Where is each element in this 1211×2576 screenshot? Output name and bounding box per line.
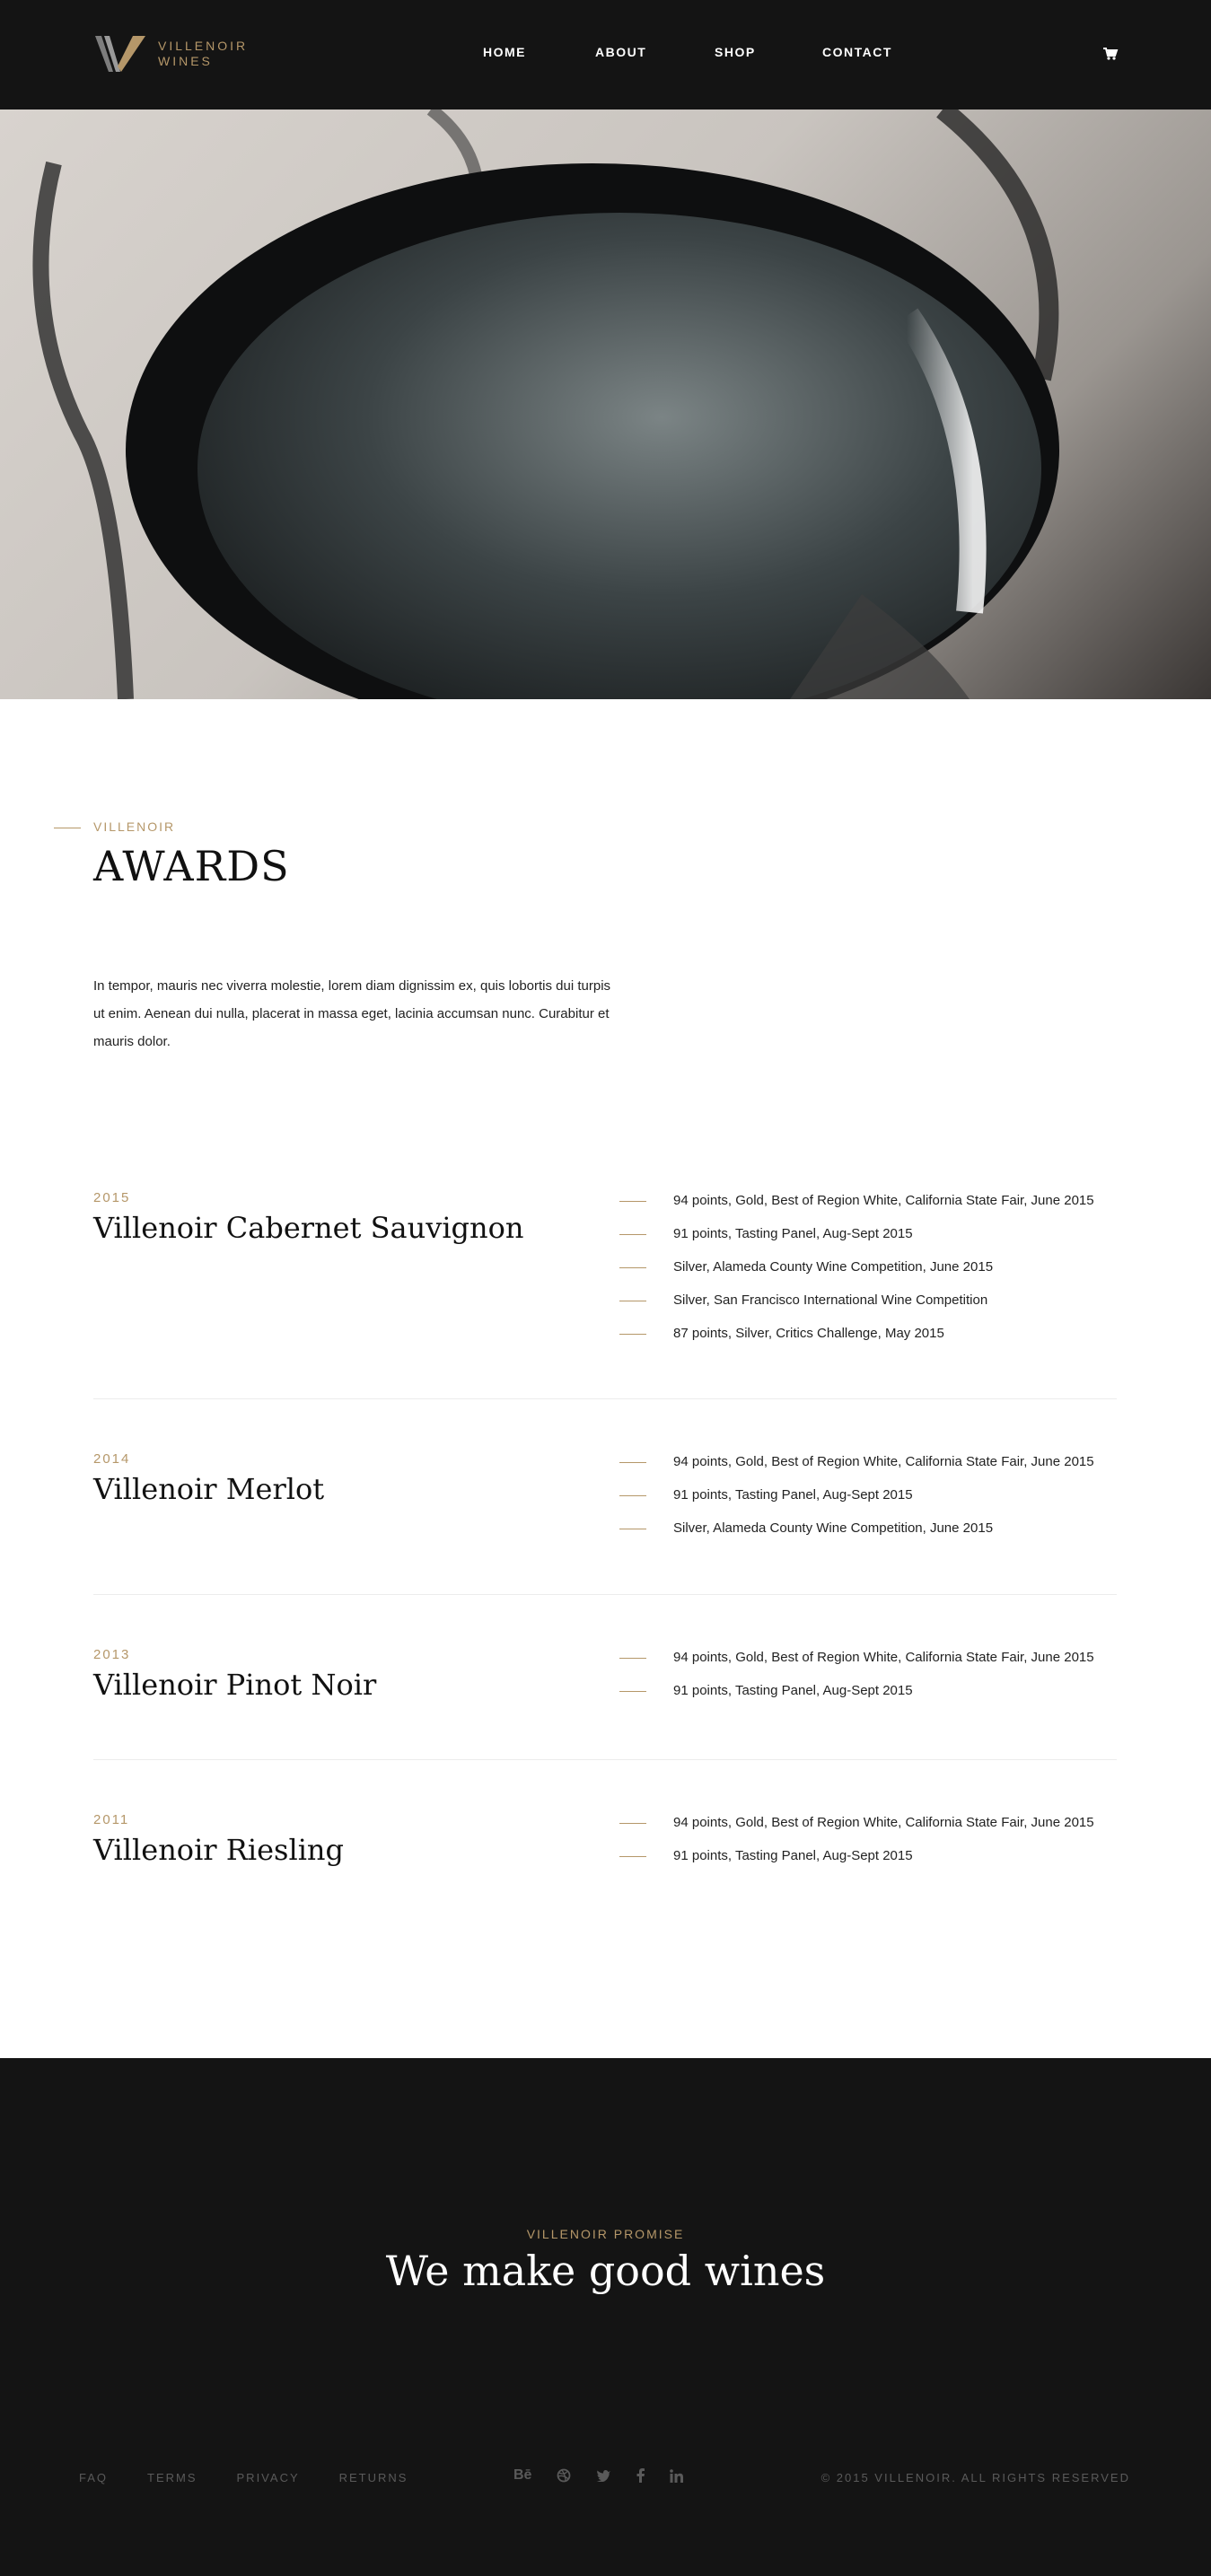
wine-name: Villenoir Merlot [93, 1472, 325, 1506]
award-list [619, 1806, 1140, 1872]
wine-year: 2013 [93, 1647, 131, 1662]
behance-icon[interactable]: Bē [513, 2467, 532, 2483]
award-list [619, 1184, 1140, 1350]
wine-year: 2015 [93, 1190, 131, 1205]
award-list [619, 1445, 1140, 1545]
wine-name: Villenoir Riesling [93, 1833, 345, 1867]
footer-link-returns[interactable]: RETURNS [338, 2471, 408, 2484]
wine-divider [93, 1759, 1117, 1760]
awards-eyebrow: VILLENOIR [93, 819, 176, 834]
cart-icon[interactable] [1102, 47, 1119, 61]
wine-year: 2011 [93, 1812, 130, 1827]
wine-row [93, 1647, 1117, 1702]
main-nav [0, 45, 1211, 65]
nav-shop[interactable]: SHOP [715, 45, 756, 59]
footer-links [79, 2471, 447, 2484]
twitter-icon[interactable] [596, 2469, 611, 2482]
awards-intro: In tempor, mauris nec viverra molestie, lorem diam dignissim ex, quis lobortis dui turpis ut enim. Aenean dui nulla, placerat in massa eget, lacinia accumsan nunc. Curabitur et mauris dolor. [93, 978, 611, 1049]
award-item: 94 points, Gold, Best of Region White, California State Fair, June 2015 [619, 1445, 1140, 1478]
footer-link-privacy[interactable]: PRIVACY [236, 2471, 300, 2484]
wine-divider [93, 1398, 1117, 1399]
footer-link-faq[interactable]: FAQ [79, 2471, 109, 2484]
brand-line-1: VILLENOIR [158, 39, 249, 53]
award-item: Silver, Alameda County Wine Competition, June 2015 [619, 1511, 1140, 1545]
wine-name: Villenoir Pinot Noir [93, 1668, 377, 1702]
footer-link-terms[interactable]: TERMS [147, 2471, 197, 2484]
award-item: 94 points, Gold, Best of Region White, California State Fair, June 2015 [619, 1184, 1140, 1217]
award-item: 94 points, Gold, Best of Region White, California State Fair, June 2015 [619, 1641, 1140, 1674]
facebook-icon[interactable] [636, 2468, 645, 2483]
award-list [619, 1641, 1140, 1707]
wine-name: Villenoir Cabernet Sauvignon [93, 1211, 524, 1245]
award-item: 91 points, Tasting Panel, Aug-Sept 2015 [619, 1217, 1140, 1250]
award-item: 91 points, Tasting Panel, Aug-Sept 2015 [619, 1674, 1140, 1707]
wine-row [93, 1190, 1117, 1341]
nav-home[interactable]: HOME [483, 45, 526, 59]
award-item: 91 points, Tasting Panel, Aug-Sept 2015 [619, 1839, 1140, 1872]
site-header [0, 0, 1211, 110]
award-item: Silver, Alameda County Wine Competition, June 2015 [619, 1250, 1140, 1284]
award-item: 94 points, Gold, Best of Region White, California State Fair, June 2015 [619, 1806, 1140, 1839]
nav-contact[interactable]: CONTACT [822, 45, 892, 59]
award-item: Silver, San Francisco International Wine Competition [619, 1284, 1140, 1317]
wine-year: 2014 [93, 1451, 131, 1467]
dribbble-icon[interactable] [557, 2468, 571, 2483]
wine-row [93, 1812, 1117, 1867]
nav-about[interactable]: ABOUT [595, 45, 647, 59]
brand-line-2: WINES [158, 54, 213, 68]
award-item: 91 points, Tasting Panel, Aug-Sept 2015 [619, 1478, 1140, 1511]
hero-image-wine-glass [0, 110, 1211, 699]
wine-row [93, 1451, 1117, 1536]
wine-divider [93, 1594, 1117, 1595]
promise-eyebrow: VILLENOIR PROMISE [526, 2227, 685, 2241]
promise-title: We make good wines [385, 2247, 826, 2295]
site-footer [0, 2058, 1211, 2576]
awards-title: AWARDS [93, 842, 290, 890]
linkedin-icon[interactable] [670, 2469, 683, 2483]
copyright: © 2015 VILLENOIR. ALL RIGHTS RESERVED [820, 2471, 1130, 2484]
wine-glass-illustration [0, 110, 1211, 699]
social-links [513, 2467, 708, 2484]
award-item: 87 points, Silver, Critics Challenge, May 2015 [619, 1317, 1140, 1350]
